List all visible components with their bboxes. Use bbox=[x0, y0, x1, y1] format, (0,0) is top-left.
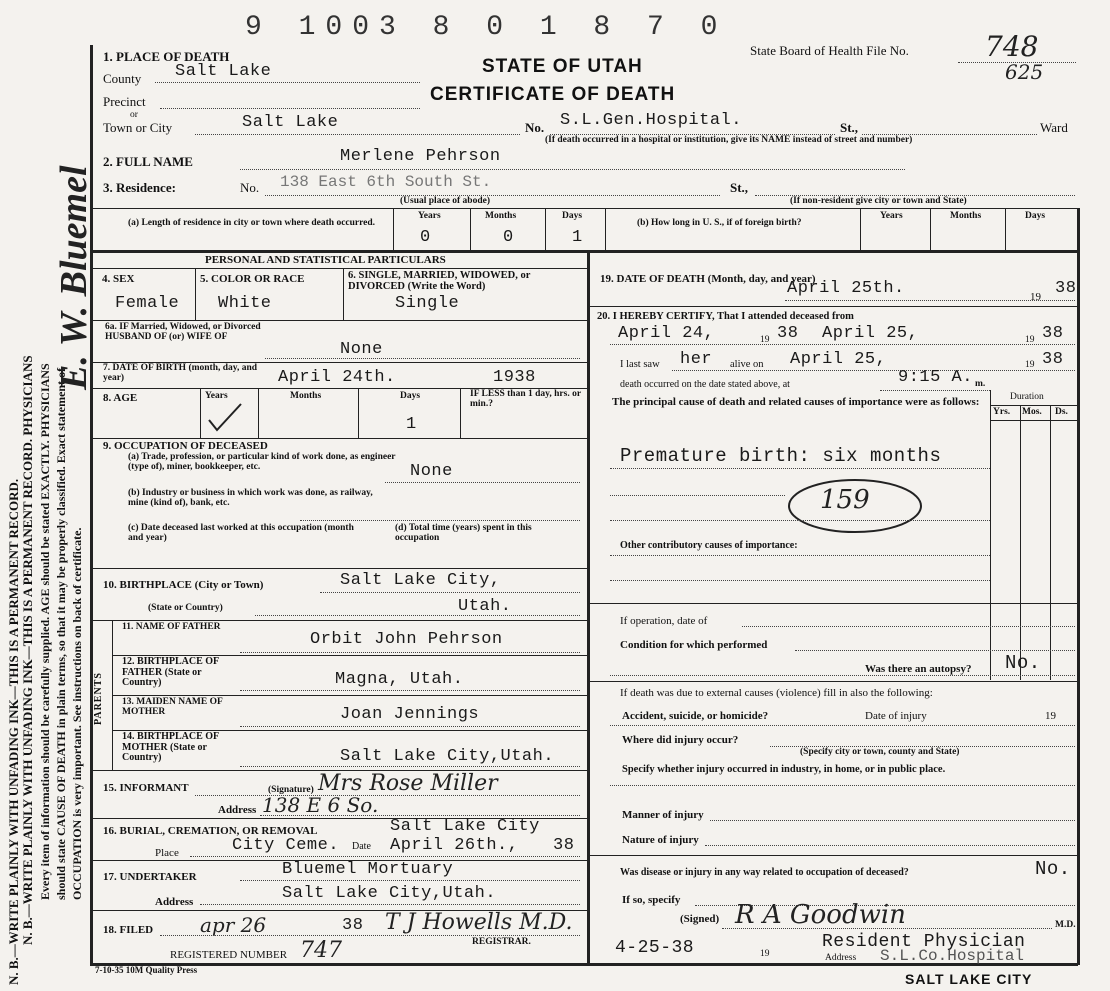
burial-date: April 26th., bbox=[390, 836, 519, 855]
side-note-line-1: N. B.—WRITE PLAINLY WITH UNFADING INK—THIS IS A PERMANENT RECORD. bbox=[6, 478, 21, 985]
serial-number: 9 1003 8 0 1 8 7 0 bbox=[245, 12, 728, 43]
undertaker-value: Bluemel Mortuary bbox=[282, 860, 454, 879]
full-name-value: Merlene Pehrson bbox=[340, 147, 501, 166]
death-at-value: 9:15 A. bbox=[898, 368, 973, 387]
occupation-label: 9. OCCUPATION OF DECEASED bbox=[103, 440, 268, 452]
side-handwritten-signature: E. W. Bluemel bbox=[53, 165, 95, 390]
marital-label: 6. SINGLE, MARRIED, WIDOWED, or DIVORCED (Write the Word) bbox=[348, 270, 531, 293]
residence-st-label: St., bbox=[730, 180, 749, 195]
registered-number-label: REGISTERED NUMBER bbox=[170, 949, 288, 961]
death-at-suffix: m. bbox=[975, 379, 986, 389]
st-label: St., bbox=[840, 120, 859, 135]
alive-on-value: April 25, bbox=[790, 350, 887, 369]
marital-value: Single bbox=[395, 294, 460, 313]
undertaker-address-label: Address bbox=[155, 896, 194, 908]
accident-label: Accident, suicide, or homicide? bbox=[622, 710, 769, 722]
us-residence-label: (b) How long in U. S., if of foreign birth? bbox=[637, 218, 802, 228]
physician-address-label: Address bbox=[825, 953, 857, 963]
death-at-label: death occurred on the date stated above, at bbox=[620, 379, 790, 390]
attended-from-year: 38 bbox=[777, 324, 799, 343]
attended-to: April 25, bbox=[822, 324, 919, 343]
alive-on-year: 38 bbox=[1042, 350, 1064, 369]
date-of-death-year: 38 bbox=[1055, 279, 1077, 298]
autopsy-label: Was there an autopsy? bbox=[865, 663, 972, 675]
dob-label: 7. DATE OF BIRTH (month, day, and year) bbox=[103, 363, 258, 383]
duration-days: Ds. bbox=[1055, 407, 1068, 417]
res-years-header: Years bbox=[418, 211, 441, 221]
informant-signature: Mrs Rose Miller bbox=[318, 771, 498, 796]
res-days-value: 1 bbox=[572, 228, 583, 247]
burial-label: 16. BURIAL, CREMATION, OR REMOVAL bbox=[103, 825, 318, 837]
attended-from-nineteen: 19 bbox=[760, 335, 770, 345]
res-months-value: 0 bbox=[503, 228, 514, 247]
residence-label: 3. Residence: bbox=[103, 180, 176, 195]
burial-year: 38 bbox=[553, 836, 575, 855]
town-value: Salt Lake bbox=[242, 113, 339, 132]
mother-value: Joan Jennings bbox=[340, 705, 480, 724]
res-months-header: Months bbox=[485, 211, 517, 221]
occupation-d-label: (d) Total time (years) spent in this occupation bbox=[395, 523, 532, 543]
ward-label: Ward bbox=[1040, 120, 1068, 135]
burial-place: Salt Lake City bbox=[390, 817, 540, 836]
left-margin bbox=[0, 0, 100, 991]
date-of-death-label: 19. DATE OF DEATH (Month, day, and year) bbox=[600, 273, 816, 285]
nonresident-note: (If non-resident give city or town and State) bbox=[790, 196, 967, 206]
physician-title: Resident Physician bbox=[822, 932, 1026, 952]
where-injury-label: Where did injury occur? bbox=[622, 734, 739, 746]
father-birthplace-value: Magna, Utah. bbox=[335, 670, 464, 689]
physician-city: SALT LAKE CITY bbox=[905, 971, 1033, 987]
sex-label: 4. SEX bbox=[102, 273, 135, 285]
birthplace-state: Utah. bbox=[458, 597, 512, 616]
date-signed: 4-25-38 bbox=[615, 938, 695, 958]
dob-value: April 24th. bbox=[278, 368, 396, 387]
personal-heading: PERSONAL AND STATISTICAL PARTICULARS bbox=[205, 254, 446, 266]
age-years-header: Years bbox=[205, 391, 228, 401]
dob-year: 1938 bbox=[493, 368, 536, 387]
occupation-b-label: (b) Industry or business in which work was done, as railway, mine (kind of), bank, etc. bbox=[128, 488, 373, 508]
autopsy-value: No. bbox=[1005, 652, 1041, 674]
sex-value: Female bbox=[115, 294, 180, 313]
us-days-header: Days bbox=[1025, 211, 1046, 221]
mother-label: 13. MAIDEN NAME OF MOTHER bbox=[122, 697, 223, 717]
town-label: Town or City bbox=[103, 120, 173, 135]
contributory-label: Other contributory causes of importance: bbox=[620, 540, 798, 551]
or-label: or bbox=[130, 110, 138, 120]
mother-birthplace-label: 14. BIRTHPLACE OF MOTHER (State or Country) bbox=[122, 731, 219, 763]
side-note-line-5: OCCUPATION is very important. See instructions on back of certificate. bbox=[70, 527, 84, 900]
occupation-a-label: (a) Trade, profession, or particular kind of work done, as engineer (type of), miner, bookkeeper, etc. bbox=[128, 452, 396, 472]
birthplace-city: Salt Lake City, bbox=[340, 571, 501, 590]
physician-address: S.L.Co.Hospital bbox=[880, 947, 1025, 965]
alive-nineteen: 19 bbox=[1025, 360, 1035, 370]
parents-label: PARENTS bbox=[93, 672, 104, 725]
registrar-signature: T J Howells M.D. bbox=[385, 910, 573, 935]
injury-year-label: 19 bbox=[1045, 710, 1056, 722]
signed-nineteen: 19 bbox=[760, 949, 770, 959]
residence-no-label: No. bbox=[240, 180, 260, 195]
father-value: Orbit John Pehrson bbox=[310, 630, 503, 649]
age-less-than-label: IF LESS than 1 day, hrs. or min.? bbox=[470, 389, 581, 409]
informant-address-label: Address bbox=[218, 804, 257, 816]
registered-number: 747 bbox=[300, 938, 342, 963]
certificate-title: CERTIFICATE OF DEATH bbox=[430, 84, 676, 105]
specify-place-note: (Specify city or town, county and State) bbox=[800, 747, 960, 757]
res-days-header: Days bbox=[562, 211, 583, 221]
birthplace-label: 10. BIRTHPLACE (City or Town) bbox=[103, 579, 264, 591]
informant-address: 138 E 6 So. bbox=[262, 793, 379, 817]
external-causes-label: If death was due to external causes (violence) fill in also the following: bbox=[620, 687, 933, 699]
undertaker-label: 17. UNDERTAKER bbox=[103, 871, 197, 883]
no-label: No. bbox=[525, 120, 545, 135]
county-value: Salt Lake bbox=[175, 62, 272, 81]
age-months-header: Months bbox=[290, 391, 322, 401]
attended-from: April 24, bbox=[618, 324, 715, 343]
age-days-header: Days bbox=[400, 391, 421, 401]
spouse-label: 6a. IF Married, Widowed, or Divorced HUSBAND OF (or) WIFE OF bbox=[105, 322, 261, 342]
alive-on-label: alive on bbox=[730, 359, 764, 370]
side-note-line-3: Every item of information should be carefully supplied. AGE should be stated EXACTLY. PHYSICIANS bbox=[38, 363, 52, 900]
father-label: 11. NAME OF FATHER bbox=[122, 622, 221, 632]
md-label: M.D. bbox=[1055, 920, 1076, 930]
spouse-value: None bbox=[340, 340, 383, 359]
occupation-c-label: (c) Date deceased last worked at this occupation (month and year) bbox=[128, 523, 354, 543]
full-name-label: 2. FULL NAME bbox=[103, 154, 193, 169]
length-of-residence-label: (a) Length of residence in city or town where death occurred. bbox=[128, 218, 376, 228]
dod-nineteen: 19 bbox=[1030, 291, 1041, 303]
occupation-value: None bbox=[410, 462, 453, 481]
informant-label: 15. INFORMANT bbox=[103, 782, 189, 794]
hospital-value: S.L.Gen.Hospital. bbox=[560, 111, 742, 130]
residence-value: 138 East 6th South St. bbox=[280, 173, 492, 191]
attended-to-nineteen: 19 bbox=[1025, 335, 1035, 345]
date-of-death-value: April 25th. bbox=[787, 279, 905, 298]
file-number: 748 bbox=[985, 30, 1039, 63]
color-value: White bbox=[218, 294, 272, 313]
cause-label: The principal cause of death and related causes of importance were as follows: bbox=[612, 396, 980, 408]
attended-to-year: 38 bbox=[1042, 324, 1064, 343]
physician-signature: R A Goodwin bbox=[735, 900, 906, 930]
side-note-line-2: N. B.—WRITE PLAINLY WITH UNFADING INK—THIS IS A PERMANENT RECORD. PHYSICIANS bbox=[20, 355, 35, 945]
age-days-value: 1 bbox=[406, 415, 417, 434]
board-label: State Board of Health File No. bbox=[750, 43, 909, 58]
occupation-related-label: Was disease or injury in any way related to occupation of deceased? bbox=[620, 867, 909, 878]
birthplace-state-label: (State or Country) bbox=[148, 603, 223, 613]
filed-year: 38 bbox=[342, 916, 364, 935]
age-label: 8. AGE bbox=[103, 392, 138, 404]
father-birthplace-label: 12. BIRTHPLACE OF FATHER (State or Country) bbox=[122, 656, 219, 688]
duration-header: Duration bbox=[1010, 392, 1044, 402]
last-saw-label: I last saw bbox=[620, 359, 660, 370]
filed-date: apr 26 bbox=[200, 913, 267, 937]
manner-label: Manner of injury bbox=[622, 809, 704, 821]
mother-birthplace-value: Salt Lake City,Utah. bbox=[340, 747, 555, 766]
color-label: 5. COLOR OR RACE bbox=[200, 273, 305, 285]
signed-label: (Signed) bbox=[680, 913, 720, 925]
burial-place-label: Place bbox=[155, 847, 179, 859]
cause-of-death-value: Premature birth: six months bbox=[620, 445, 942, 467]
injury-date-label: Date of injury bbox=[865, 710, 927, 722]
filed-label: 18. FILED bbox=[103, 924, 154, 936]
us-months-header: Months bbox=[950, 211, 982, 221]
last-saw-value: her bbox=[680, 350, 713, 369]
check-mark-icon bbox=[205, 402, 245, 434]
side-note-line-4: should state CAUSE OF DEATH in plain terms, so that it may be properly classified. Exact statement of bbox=[54, 367, 68, 900]
res-years-value: 0 bbox=[420, 228, 431, 247]
burial-place-2: City Ceme. bbox=[232, 836, 340, 855]
operation-label: If operation, date of bbox=[620, 615, 708, 627]
occupation-related-value: No. bbox=[1035, 858, 1071, 880]
informant-signature-label: (Signature) bbox=[268, 785, 314, 795]
duration-months: Mos. bbox=[1022, 407, 1042, 417]
hospital-note: (If death occurred in a hospital or institution, give its NAME instead of street and number) bbox=[545, 135, 913, 145]
us-years-header: Years bbox=[880, 211, 903, 221]
if-so-label: If so, specify bbox=[622, 894, 681, 906]
usual-place-note: (Usual place of abode) bbox=[400, 196, 490, 206]
state-title: STATE OF UTAH bbox=[482, 56, 643, 77]
place-of-death-label: 1. PLACE OF DEATH bbox=[103, 49, 230, 64]
circled-code: 159 bbox=[820, 485, 870, 515]
nature-label: Nature of injury bbox=[622, 834, 699, 846]
burial-date-label: Date bbox=[352, 841, 371, 852]
undertaker-address: Salt Lake City,Utah. bbox=[282, 884, 497, 903]
print-info: 7-10-35 10M Quality Press bbox=[95, 965, 198, 975]
duration-years: Yrs. bbox=[993, 407, 1011, 417]
county-label: County bbox=[103, 71, 142, 86]
specify-whether-label: Specify whether injury occurred in industry, in home, or in public place. bbox=[622, 764, 946, 775]
registrar-label: REGISTRAR. bbox=[472, 937, 531, 947]
precinct-label: Precinct bbox=[103, 94, 146, 109]
certify-label: 20. I HEREBY CERTIFY, That I attended deceased from bbox=[597, 311, 854, 322]
file-number-sub: 625 bbox=[1005, 60, 1044, 84]
condition-label: Condition for which performed bbox=[620, 639, 768, 651]
